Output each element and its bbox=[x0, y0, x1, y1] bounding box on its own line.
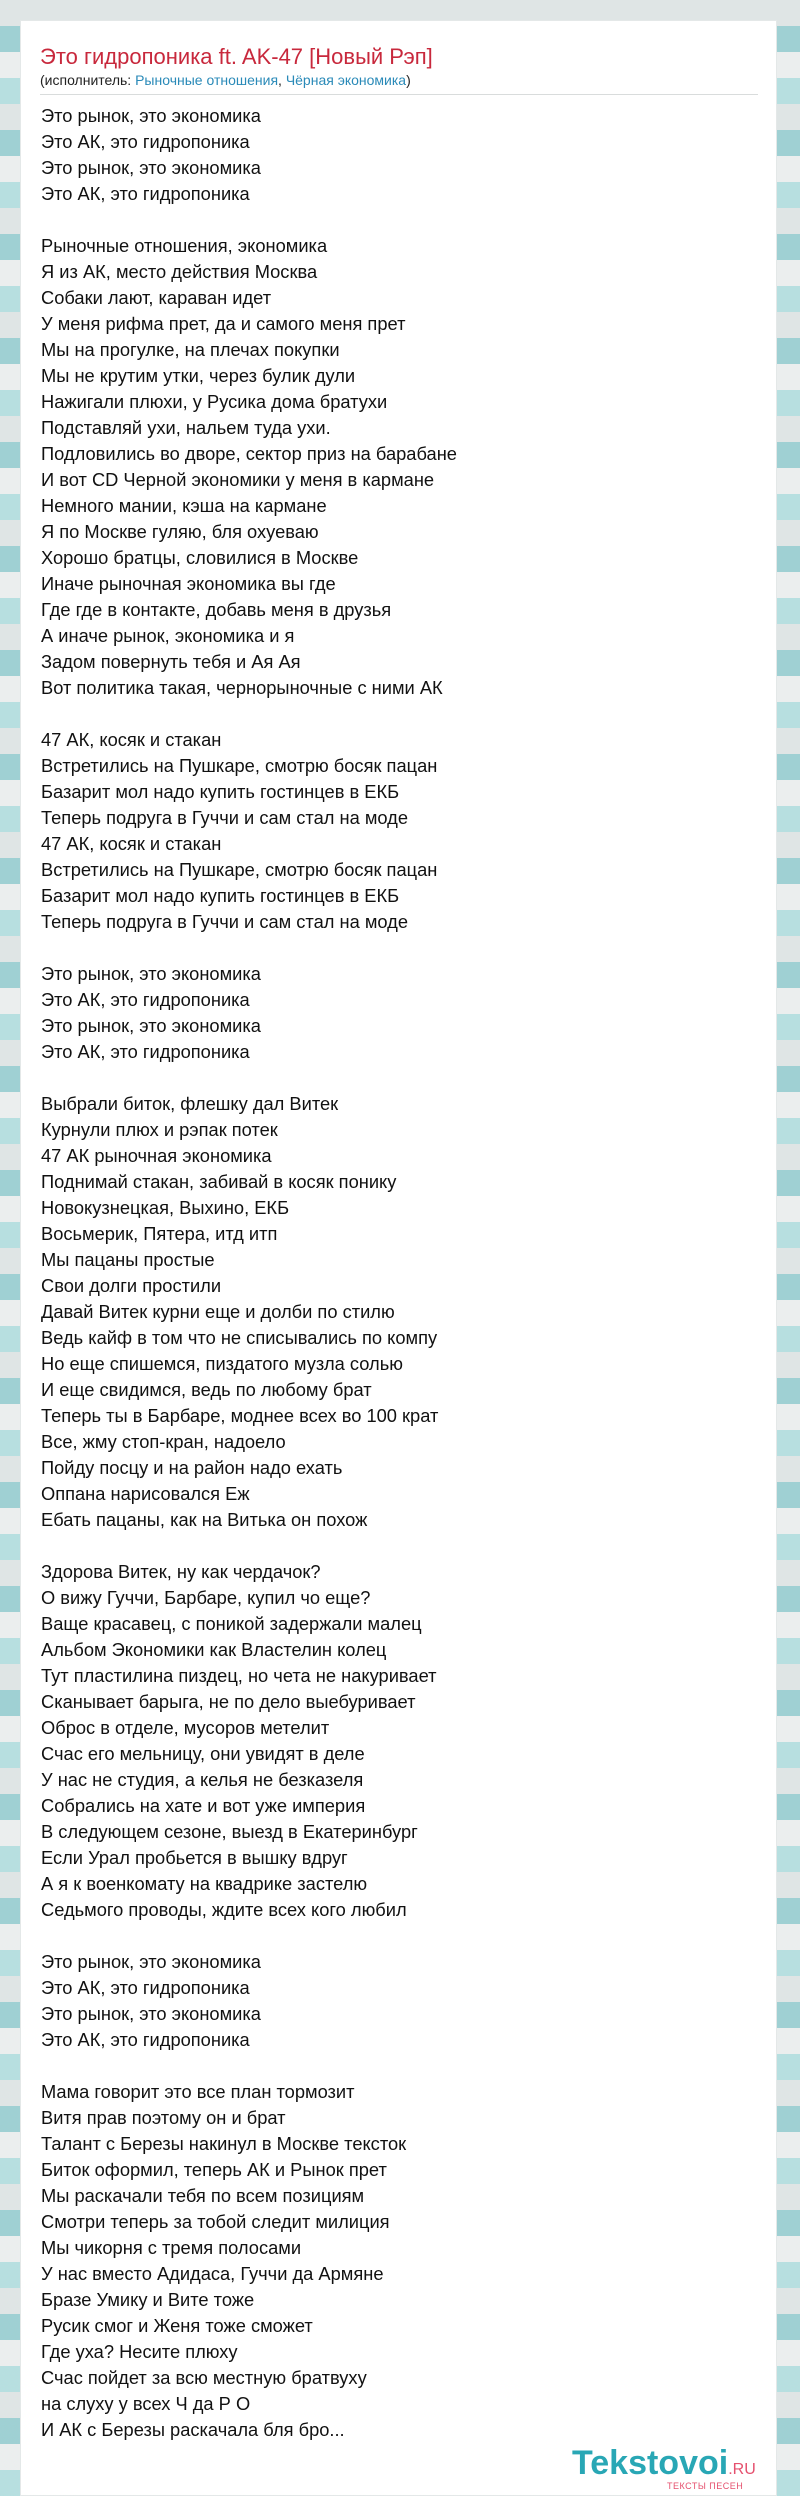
lyric-line: Это АК, это гидропоника bbox=[41, 989, 250, 1010]
lyric-line: Выбрали биток, флешку дал Витек bbox=[41, 1093, 339, 1114]
lyric-line: Это рынок, это экономика bbox=[41, 963, 261, 984]
lyric-line: Хорошо братцы, словилися в Москве bbox=[41, 547, 359, 568]
lyric-line: Счас пойдет за всю местную братвуху bbox=[41, 2367, 367, 2388]
lyric-line: Немного мании, кэша на кармане bbox=[41, 495, 327, 516]
lyric-line: Это АК, это гидропоника bbox=[41, 1977, 250, 1998]
lyric-line: Все, жму стоп-кран, надоело bbox=[41, 1431, 286, 1452]
lyric-line: Здорова Витек, ну как чердачок? bbox=[41, 1561, 321, 1582]
lyric-line: Оппана нарисовался Еж bbox=[41, 1483, 250, 1504]
lyric-line: Я из АК, место действия Москва bbox=[41, 261, 318, 282]
lyric-line: Это рынок, это экономика bbox=[41, 157, 261, 178]
artist-line bbox=[40, 71, 411, 89]
lyric-line: Базарит мол надо купить гостинцев в ЕКБ bbox=[41, 781, 400, 802]
lyric-line: Но еще спишемся, пиздатого музла солью bbox=[41, 1353, 403, 1374]
lyric-line: Ебать пацаны, как на Витька он похож bbox=[41, 1509, 368, 1530]
lyric-line: В следующем сезоне, выезд в Екатеринбург bbox=[41, 1821, 418, 1842]
lyric-line: Ваще красавец, с поникой задержали малец bbox=[41, 1613, 422, 1634]
lyric-line: Задом повернуть тебя и Ая Ая bbox=[41, 651, 301, 672]
lyric-line: Встретились на Пушкаре, смотрю босяк пацан bbox=[41, 859, 438, 880]
lyric-line: Где где в контакте, добавь меня в друзья bbox=[41, 599, 392, 620]
lyrics-card bbox=[20, 20, 777, 2496]
lyric-line: Подставляй ухи, нальем туда ухи. bbox=[41, 417, 331, 438]
lyric-line: Альбом Экономики как Властелин колец bbox=[41, 1639, 387, 1660]
lyric-line: 47 АК, косяк и стакан bbox=[41, 729, 222, 750]
lyric-line: А я к военкомату на квадрике застелю bbox=[41, 1873, 368, 1894]
lyric-line: Рыночные отношения, экономика bbox=[41, 235, 328, 256]
lyric-line: Восьмерик, Пятера, итд итп bbox=[41, 1223, 278, 1244]
title-divider bbox=[40, 94, 758, 95]
lyric-line: Если Урал пробьется в вышку вдруг bbox=[41, 1847, 348, 1868]
lyric-line: Собаки лают, караван идет bbox=[41, 287, 272, 308]
stanza-break bbox=[41, 935, 751, 961]
logo-tagline: ТЕКСТЫ ПЕСЕН bbox=[667, 2481, 744, 2491]
logo-name: Tekstovoi bbox=[572, 2444, 729, 2482]
lyric-line: Собрались на хате и вот уже империя bbox=[41, 1795, 366, 1816]
lyric-line: Мы не крутим утки, через булик дули bbox=[41, 365, 356, 386]
lyric-line: Курнули плюх и рэпак потек bbox=[41, 1119, 278, 1140]
lyric-line: Сканывает барыга, не по дело выебуривает bbox=[41, 1691, 416, 1712]
logo-tld: .RU bbox=[728, 2461, 756, 2478]
lyric-line: Счас его мельницу, они увидят в деле bbox=[41, 1743, 365, 1764]
lyric-line: У меня рифма прет, да и самого меня прет bbox=[41, 313, 406, 334]
lyric-line: Биток оформил, теперь АК и Рынок прет bbox=[41, 2159, 387, 2180]
lyric-line: Седьмого проводы, ждите всех кого любил bbox=[41, 1899, 407, 1920]
lyric-line: 47 АК рыночная экономика bbox=[41, 1145, 272, 1166]
lyric-line: Это АК, это гидропоника bbox=[41, 1041, 250, 1062]
lyric-line: А иначе рынок, экономика и я bbox=[41, 625, 295, 646]
lyric-line: О вижу Гуччи, Барбаре, купил чо еще? bbox=[41, 1587, 371, 1608]
lyric-line: Это рынок, это экономика bbox=[41, 1015, 261, 1036]
stanza-break bbox=[41, 1923, 751, 1949]
artist-link-2[interactable]: Чёрная экономика bbox=[285, 72, 407, 88]
lyric-line: Вот политика такая, чернорыночные с ними АК bbox=[41, 677, 443, 698]
lyric-line: Новокузнецкая, Выхино, ЕКБ bbox=[41, 1197, 290, 1218]
stanza-break bbox=[41, 1533, 751, 1559]
stanza-break bbox=[41, 1065, 751, 1091]
lyric-line: Это АК, это гидропоника bbox=[41, 183, 250, 204]
lyric-line: Подловились во дворе, сектор приз на барабане bbox=[41, 443, 457, 464]
artist-suffix: ) bbox=[406, 72, 411, 88]
lyric-line: И АК с Березы раскачала бля бро... bbox=[41, 2419, 345, 2440]
lyric-line: У нас не студия, а келья не безказеля bbox=[41, 1769, 364, 1790]
lyrics-text bbox=[41, 103, 751, 2443]
lyric-line: Мама говорит это все план тормозит bbox=[41, 2081, 355, 2102]
lyric-line: Бразе Умику и Вите тоже bbox=[41, 2289, 255, 2310]
lyric-line: Тут пластилина пиздец, но чета не накуривает bbox=[41, 1665, 437, 1686]
artist-prefix: (исполнитель: bbox=[40, 72, 136, 88]
lyric-line: на слуху у всех Ч да Р О bbox=[41, 2393, 251, 2414]
lyric-line: Теперь подруга в Гуччи и сам стал на моде bbox=[41, 807, 409, 828]
lyric-line: Это рынок, это экономика bbox=[41, 1951, 261, 1972]
lyric-line: Теперь ты в Барбаре, моднее всех во 100 крат bbox=[41, 1405, 439, 1426]
lyric-line: Витя прав поэтому он и брат bbox=[41, 2107, 286, 2128]
lyric-line: Русик смог и Женя тоже сможет bbox=[41, 2315, 313, 2336]
lyric-line: Смотри теперь за тобой следит милиция bbox=[41, 2211, 390, 2232]
lyric-line: Я по Москве гуляю, бля охуеваю bbox=[41, 521, 319, 542]
lyric-line: Свои долги простили bbox=[41, 1275, 222, 1296]
lyric-line: Мы на прогулке, на плечах покупки bbox=[41, 339, 340, 360]
lyric-line: И вот CD Черной экономики у меня в кармане bbox=[41, 469, 435, 490]
lyric-line: У нас вместо Адидаса, Гуччи да Армяне bbox=[41, 2263, 384, 2284]
lyric-line: Талант с Березы накинул в Москве тексток bbox=[41, 2133, 407, 2154]
lyric-line: Пойду посцу и на район надо ехать bbox=[41, 1457, 343, 1478]
lyric-line: Теперь подруга в Гуччи и сам стал на моде bbox=[41, 911, 409, 932]
lyric-line: 47 АК, косяк и стакан bbox=[41, 833, 222, 854]
lyric-line: Мы пацаны простые bbox=[41, 1249, 215, 1270]
stanza-break bbox=[41, 701, 751, 727]
lyric-line: Нажигали плюхи, у Русика дома братухи bbox=[41, 391, 388, 412]
lyric-line: Оброс в отделе, мусоров метелит bbox=[41, 1717, 330, 1738]
lyric-line: Где уха? Несите плюху bbox=[41, 2341, 238, 2362]
lyric-line: Мы чикорня с тремя полосами bbox=[41, 2237, 302, 2258]
lyric-line: Это рынок, это экономика bbox=[41, 105, 261, 126]
artist-separator: , bbox=[278, 72, 286, 88]
lyric-line: Мы раскачали тебя по всем позициям bbox=[41, 2185, 365, 2206]
lyric-line: Иначе рыночная экономика вы где bbox=[41, 573, 336, 594]
site-logo[interactable] bbox=[572, 2443, 772, 2493]
stanza-break bbox=[41, 2053, 751, 2079]
stanza-break bbox=[41, 207, 751, 233]
lyric-line: И еще свидимся, ведь по любому брат bbox=[41, 1379, 372, 1400]
lyric-line: Поднимай стакан, забивай в косяк понику bbox=[41, 1171, 397, 1192]
song-title: Это гидропоника ft. AK-47 [Новый Рэп] bbox=[40, 44, 433, 69]
lyric-line: Это АК, это гидропоника bbox=[41, 131, 250, 152]
lyric-line: Встретились на Пушкаре, смотрю босяк пацан bbox=[41, 755, 438, 776]
lyric-line: Давай Витек курни еще и долби по стилю bbox=[41, 1301, 395, 1322]
lyric-line: Базарит мол надо купить гостинцев в ЕКБ bbox=[41, 885, 400, 906]
lyric-line: Ведь кайф в том что не списывались по компу bbox=[41, 1327, 438, 1348]
lyric-line: Это АК, это гидропоника bbox=[41, 2029, 250, 2050]
lyric-line: Это рынок, это экономика bbox=[41, 2003, 261, 2024]
artist-link-1[interactable]: Рыночные отношения bbox=[135, 72, 279, 88]
